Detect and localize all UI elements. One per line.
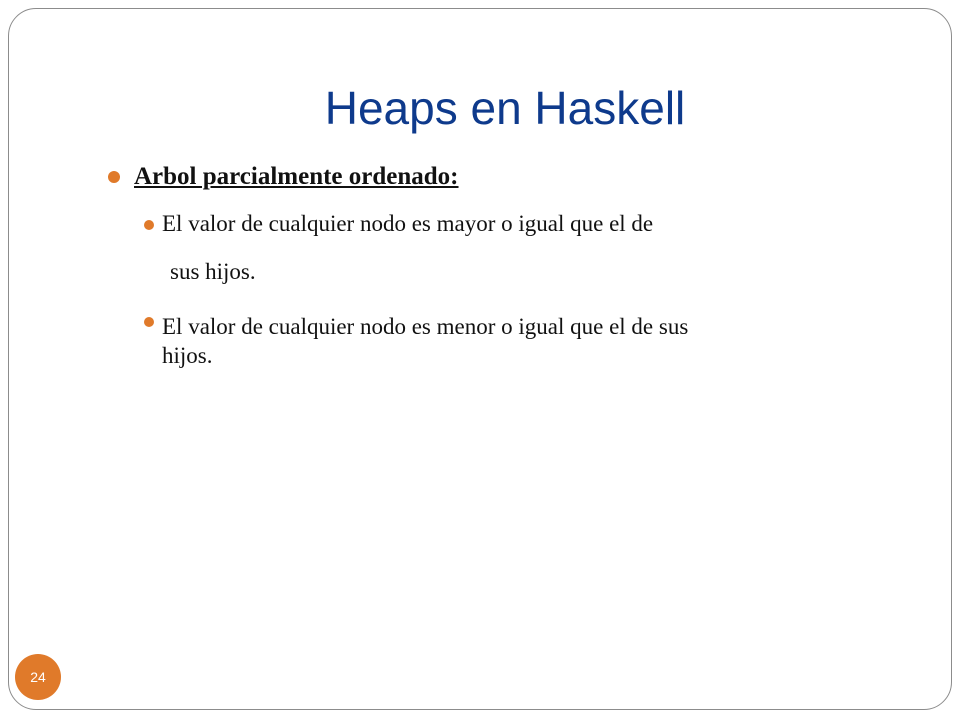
sub-bullet-icon	[144, 220, 154, 230]
sub-bullet-text: El valor de cualquier nodo es mayor o igual que el de	[162, 211, 654, 236]
page-number-badge: 24	[15, 654, 61, 700]
sub-bullet-text	[162, 305, 882, 371]
sub-bullet-icon	[144, 317, 154, 327]
sub-bullet-text-continuation: sus hijos.	[170, 259, 256, 284]
bullet-icon	[108, 171, 120, 183]
sub-bullet-line: El valor de cualquier nodo es menor o igual que el de sus	[162, 314, 689, 339]
slide-title: Heaps en Haskell	[324, 82, 686, 134]
bullet-heading: Arbol parcialmente ordenado:	[134, 163, 459, 190]
sub-bullet-line: hijos.	[162, 343, 213, 368]
